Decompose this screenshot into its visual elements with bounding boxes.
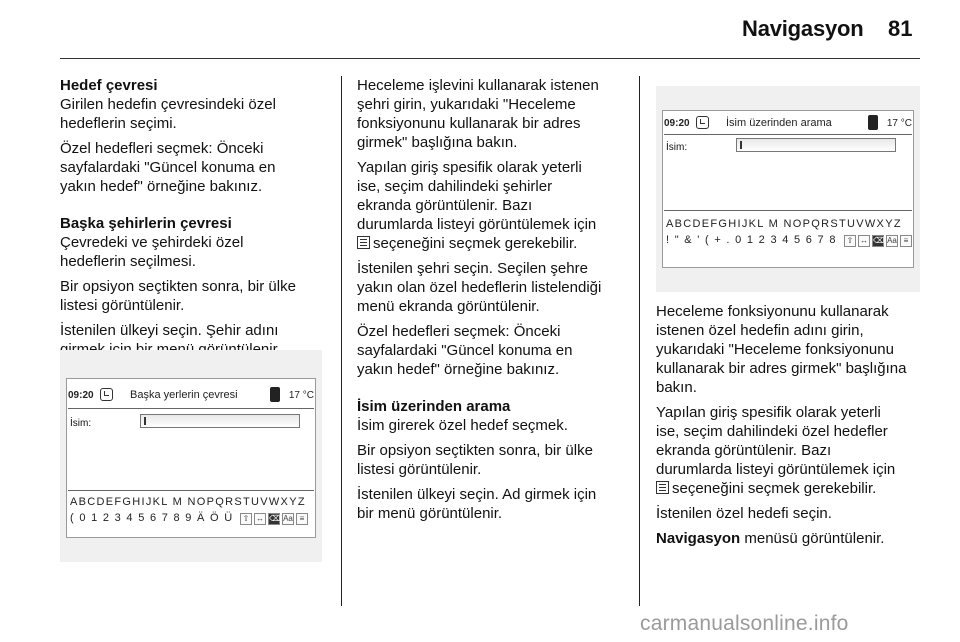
text-line: menüsü görüntülenir. [740, 530, 885, 547]
text-line: menü ekranda görüntülenir. [357, 298, 540, 315]
text-line: Girilen hedefin çevresindeki özel [60, 96, 276, 113]
text-line: hedeflerin seçilmesi. [60, 253, 196, 270]
paragraph [357, 416, 625, 435]
text-line: Bir opsiyon seçtikten sonra, bir ülke [357, 442, 593, 459]
keyboard-function-keys [240, 513, 308, 525]
page-title: Navigasyon [742, 16, 864, 41]
section-heading-isim-arama: İsim üzerinden arama [357, 398, 511, 415]
name-input-field [140, 414, 300, 428]
paragraph [60, 139, 330, 196]
shift-icon: ⇧ [844, 235, 856, 247]
keyboard-row-numbers: ( 0 1 2 3 4 5 6 7 8 9 Ä Ö Ü [70, 512, 234, 524]
paragraph [357, 259, 625, 316]
section-heading-baska-sehirler: Başka şehirlerin çevresi [60, 215, 232, 232]
divider [664, 134, 912, 135]
text-line: ekranda görüntülenir. Bazı [656, 442, 832, 459]
text-line: listesi görüntülenir. [60, 297, 185, 314]
text-line: Yapılan giriş spesifik olarak yeterli [357, 159, 582, 176]
phone-icon [270, 387, 280, 402]
text-line: Çevredeki ve şehirdeki özel [60, 234, 244, 251]
text-line: Heceleme fonksiyonunu kullanarak [656, 303, 889, 320]
screen-status-bar [664, 114, 914, 136]
list-icon: ≡ [900, 235, 912, 247]
screen-time: 09:20 [68, 390, 94, 401]
text-line: seçeneğini seçmek gerekebilir. [373, 235, 578, 252]
text-line: listesi görüntülenir. [357, 461, 482, 478]
text-line: istenen özel hedefin adını girin, [656, 322, 864, 339]
column-divider [341, 76, 342, 606]
text-line: İstenilen ülkeyi seçin. Şehir adını [60, 322, 279, 339]
paragraph [357, 441, 625, 479]
divider [68, 490, 314, 491]
text-line: Özel hedefleri seçmek: Önceki [357, 323, 561, 340]
text-line: durumlarda listeyi görüntülemek için [656, 461, 896, 478]
section-heading-hedef-cevresi: Hedef çevresi [60, 77, 158, 94]
list-menu-icon [656, 481, 669, 494]
text-line: hedeflerin seçimi. [60, 115, 177, 132]
text-line: bir menü görüntülenir. [357, 505, 503, 522]
screen-status-bar [68, 386, 316, 408]
text-line: ekranda görüntülenir. Bazı [357, 197, 533, 214]
text-line: İstenilen ülkeyi seçin. Ad girmek için [357, 486, 597, 503]
text-line: İsim girerek özel hedef seçmek. [357, 417, 568, 434]
paragraph [656, 403, 922, 498]
name-field-label: İsim: [666, 142, 688, 153]
screen-title: İsim üzerinden arama [726, 117, 832, 129]
keyboard-row-symbols: ! " & ' ( + . 0 1 2 3 4 5 6 7 8 [666, 234, 837, 246]
paragraph [60, 277, 330, 315]
cursor-arrows-icon: ↔ [860, 236, 868, 245]
text-line: Bir opsiyon seçtikten sonra, bir ülke [60, 278, 296, 295]
spacer [357, 385, 625, 397]
screen-temperature: 17 °C [886, 118, 912, 129]
screen-title: Başka yerlerin çevresi [130, 389, 238, 401]
text-line: yakın olan özel hedeflerin listelendiği [357, 279, 602, 296]
paragraph [656, 302, 922, 397]
page-number: 81 [888, 16, 913, 41]
paragraph [60, 95, 330, 133]
delete-icon: ⌫ [269, 514, 281, 523]
page-header [0, 0, 960, 60]
paragraph [656, 529, 922, 548]
text-line: bakın. [656, 379, 697, 396]
text-line: Yapılan giriş spesifik olarak yeterli [656, 404, 881, 421]
watermark: carmanualsonline.info [640, 612, 849, 635]
clock-icon [100, 388, 113, 401]
name-input-field [736, 138, 896, 152]
name-field-label: İsim: [70, 418, 92, 429]
case-toggle-key: Aa [283, 514, 293, 523]
screen-image-isim-arama [656, 86, 920, 292]
paragraph [357, 158, 625, 253]
text-line: sayfalardaki "Güncel konuma en [357, 342, 573, 359]
text-line: yukarıdaki "Heceleme fonksiyonunu [656, 341, 894, 358]
text-line: durumlarda listeyi görüntülemek için [357, 216, 597, 233]
column-middle [357, 76, 625, 529]
list-menu-icon [357, 236, 370, 249]
text-line: ise, seçim dahilindeki şehirler [357, 178, 553, 195]
cursor-arrows-icon: ↔ [256, 514, 264, 523]
column-right [656, 302, 922, 554]
text-line: şehri girin, yukarıdaki "Heceleme [357, 96, 576, 113]
clock-icon [696, 116, 709, 129]
delete-icon: ⌫ [873, 236, 885, 245]
column-left [60, 76, 330, 365]
text-line: yakın hedef" örneğine bakınız. [357, 361, 560, 378]
text-line: İstenilen özel hedefi seçin. [656, 505, 832, 522]
text-line: ise, seçim dahilindeki özel hedefler [656, 423, 888, 440]
bold-term: Navigasyon [656, 530, 741, 547]
column-divider [639, 76, 640, 606]
paragraph [357, 76, 625, 152]
header-rule [60, 58, 920, 59]
list-icon: ≡ [296, 513, 308, 525]
text-line: sayfalardaki "Güncel konuma en [60, 159, 276, 176]
screen-temperature: 17 °C [288, 390, 314, 401]
text-line: girmek" başlığına bakın. [357, 134, 518, 151]
text-line: yakın hedef" örneğine bakınız. [60, 178, 263, 195]
text-line: kullanarak bir adres girmek" başlığına [656, 360, 907, 377]
divider [664, 210, 912, 211]
paragraph [357, 485, 625, 523]
paragraph [357, 322, 625, 379]
case-toggle-key: Aa [887, 236, 897, 245]
text-line: seçeneğini seçmek gerekebilir. [672, 480, 877, 497]
divider [68, 408, 314, 409]
text-line: Heceleme işlevini kullanarak istenen [357, 77, 599, 94]
text-line: Özel hedefleri seçmek: Önceki [60, 140, 264, 157]
screen-image-baska-yerler [60, 350, 322, 562]
screen-time: 09:20 [664, 118, 690, 129]
paragraph [656, 504, 922, 523]
shift-icon: ⇧ [240, 513, 252, 525]
text-line: fonksiyonunu kullanarak bir adres [357, 115, 581, 132]
keyboard-row-letters: ABCDEFGHIJKL M NOPQRSTUVWXYZ [70, 496, 306, 508]
text-line: İstenilen şehri seçin. Seçilen şehre [357, 260, 588, 277]
phone-icon [868, 115, 878, 130]
paragraph [60, 233, 330, 271]
spacer [60, 202, 330, 214]
keyboard-function-keys [844, 235, 912, 247]
keyboard-row-letters: ABCDEFGHIJKL M NOPQRSTUVWXYZ [666, 218, 902, 230]
